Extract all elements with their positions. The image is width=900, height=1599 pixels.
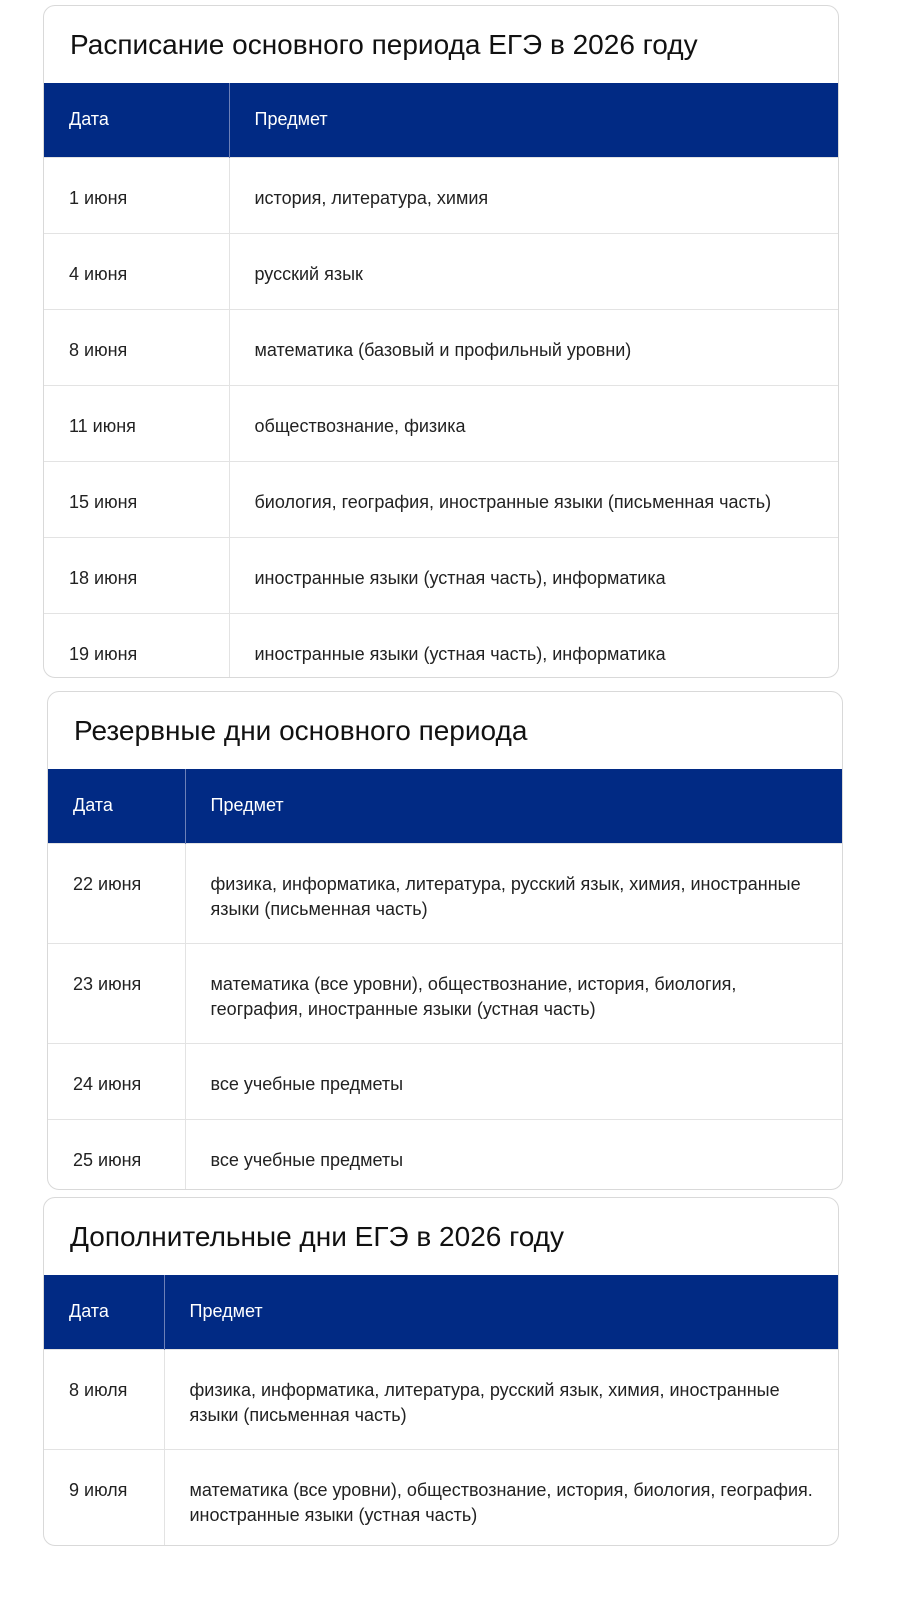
table-row <box>44 613 838 678</box>
reserve-days-table <box>48 769 842 1190</box>
subject-column-header: Предмет <box>229 83 838 157</box>
date-cell: 15 июня <box>44 461 229 537</box>
date-cell: 8 июня <box>44 309 229 385</box>
additional-days-card <box>43 1197 839 1546</box>
date-cell: 8 июля <box>44 1349 164 1449</box>
date-cell: 18 июня <box>44 537 229 613</box>
subject-cell: обществознание, физика <box>229 385 838 461</box>
additional-days-table <box>44 1275 838 1546</box>
table-row <box>48 843 842 943</box>
subject-cell: все учебные предметы <box>185 1043 842 1119</box>
table-row <box>44 1449 838 1546</box>
date-cell: 11 июня <box>44 385 229 461</box>
date-cell: 4 июня <box>44 233 229 309</box>
date-cell: 22 июня <box>48 843 185 943</box>
subject-cell: все учебные предметы <box>185 1119 842 1190</box>
subject-cell: математика (все уровни), обществознание, история, биология, география. иностранные языки (устная часть) <box>164 1449 838 1546</box>
reserve-days-card <box>47 691 843 1190</box>
subject-cell: иностранные языки (устная часть), информатика <box>229 537 838 613</box>
date-cell: 1 июня <box>44 157 229 233</box>
table-row <box>44 309 838 385</box>
date-column-header: Дата <box>69 109 109 130</box>
table-row <box>44 1349 838 1449</box>
subject-cell: история, литература, химия <box>229 157 838 233</box>
subject-cell: математика (все уровни), обществознание, история, биология, география, иностранные языки (устная часть) <box>185 943 842 1043</box>
main-period-table <box>44 83 838 678</box>
subject-column-header: Предмет <box>164 1275 838 1349</box>
subject-cell: физика, информатика, литература, русский язык, химия, иностранные языки (письменная часть) <box>164 1349 838 1449</box>
main-period-schedule-card <box>43 5 839 678</box>
subject-cell: русский язык <box>229 233 838 309</box>
table-header-row <box>48 769 842 843</box>
table-row <box>48 1119 842 1190</box>
date-column-header: Дата <box>73 795 113 816</box>
subject-cell: иностранные языки (устная часть), информатика <box>229 613 838 678</box>
date-cell: 9 июля <box>44 1449 164 1546</box>
reserve-days-title: Резервные дни основного периода <box>74 714 528 746</box>
date-cell: 23 июня <box>48 943 185 1043</box>
date-column-header: Дата <box>69 1301 109 1322</box>
additional-days-title: Дополнительные дни ЕГЭ в 2026 году <box>70 1220 565 1252</box>
table-header-row <box>44 83 838 157</box>
table-row <box>48 943 842 1043</box>
subject-cell: биология, география, иностранные языки (письменная часть) <box>229 461 838 537</box>
subject-cell: математика (базовый и профильный уровни) <box>229 309 838 385</box>
table-header-row <box>44 1275 838 1349</box>
table-row <box>48 1043 842 1119</box>
subject-cell: физика, информатика, литература, русский язык, химия, иностранные языки (письменная часть) <box>185 843 842 943</box>
table-row <box>44 537 838 613</box>
date-cell: 24 июня <box>48 1043 185 1119</box>
table-row <box>44 233 838 309</box>
subject-column-header: Предмет <box>185 769 842 843</box>
main-period-title: Расписание основного периода ЕГЭ в 2026 году <box>70 28 698 60</box>
table-row <box>44 461 838 537</box>
date-cell: 19 июня <box>44 613 229 678</box>
table-row <box>44 157 838 233</box>
date-cell: 25 июня <box>48 1119 185 1190</box>
table-row <box>44 385 838 461</box>
